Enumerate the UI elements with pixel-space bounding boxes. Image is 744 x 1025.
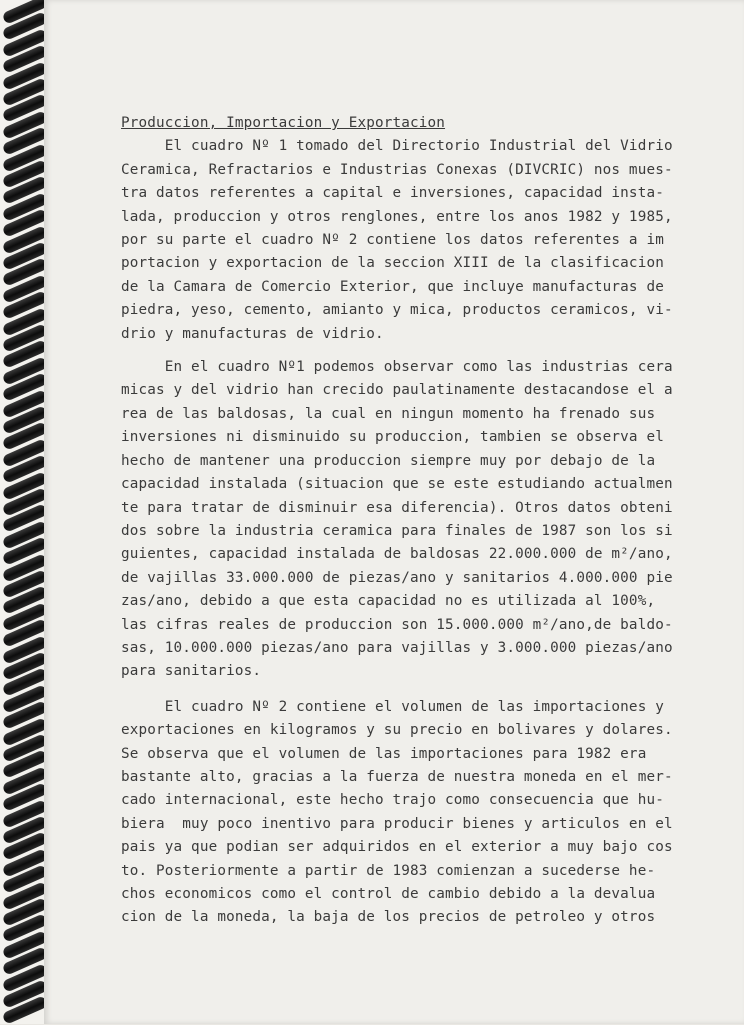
text-line: capacidad instalada (situacion que se este estudiando actualmen bbox=[121, 476, 673, 493]
text-line: rea de las baldosas, la cual en ningun momento ha frenado sus bbox=[121, 405, 656, 422]
text-line: zas/ano, debido a que esta capacidad no es utilizada al 100%, bbox=[121, 593, 656, 610]
text-line: cion de la moneda, la baja de los precios de petroleo y otros bbox=[121, 909, 656, 926]
text-line: te para tratar de disminuir esa diferencia). Otros datos obteni bbox=[121, 499, 673, 516]
text-line: sas, 10.000.000 piezas/ano para vajillas y 3.000.000 piezas/ano bbox=[121, 639, 673, 656]
text-line: to. Posteriormente a partir de 1983 comienzan a sucederse he- bbox=[121, 862, 656, 879]
text-line: inversiones ni disminuido su produccion, tambien se observa el bbox=[121, 429, 664, 446]
paragraph-2 bbox=[121, 356, 687, 684]
text-line: micas y del vidrio han crecido paulatinamente destacandose el a bbox=[121, 382, 673, 399]
text-line: pais ya que podian ser adquiridos en el exterior a muy bajo cos bbox=[121, 839, 673, 856]
text-line: tra datos referentes a capital e inversiones, capacidad insta- bbox=[121, 185, 664, 202]
text-line: exportaciones en kilogramos y su precio en bolivares y dolares. bbox=[121, 722, 673, 739]
text-line: Ceramica, Refractarios e Industrias Conexas (DIVCRIC) nos mues- bbox=[121, 161, 673, 178]
paragraph-gap bbox=[121, 346, 687, 356]
text-line: hecho de mantener una produccion siempre muy por debajo de la bbox=[121, 452, 656, 469]
text-line: bastante alto, gracias a la fuerza de nuestra moneda en el mer- bbox=[121, 768, 673, 785]
section-title: Produccion, Importacion y Exportacion bbox=[121, 115, 446, 131]
paragraph-gap bbox=[121, 684, 687, 696]
text-line: dos sobre la industria ceramica para finales de 1987 son los si bbox=[121, 522, 673, 539]
text-line: drio y manufacturas de vidrio. bbox=[121, 325, 384, 342]
text-line: lada, produccion y otros renglones, entre los anos 1982 y 1985, bbox=[121, 208, 673, 225]
text-line: biera muy poco inentivo para producir bienes y articulos en el bbox=[121, 815, 673, 832]
text-line: portacion y exportacion de la seccion XIII de la clasificacion bbox=[121, 255, 664, 272]
text-line: Se observa que el volumen de las importaciones para 1982 era bbox=[121, 745, 647, 762]
text-line: chos economicos como el control de cambio debido a la devalua bbox=[121, 886, 656, 902]
text-line: de vajillas 33.000.000 de piezas/ano y sanitarios 4.000.000 pie bbox=[121, 569, 673, 586]
document-body bbox=[121, 112, 687, 930]
text-line: En el cuadro Nº1 podemos observar como las industrias cera bbox=[121, 359, 673, 376]
text-line: guientes, capacidad instalada de baldosas 22.000.000 de m²/ano, bbox=[121, 546, 673, 563]
text-line: para sanitarios. bbox=[121, 663, 262, 680]
text-line: El cuadro Nº 1 tomado del Directorio Industrial del Vidrio bbox=[121, 138, 673, 155]
paragraph-3 bbox=[121, 696, 687, 930]
text-line: de la Camara de Comercio Exterior, que incluye manufacturas de bbox=[121, 278, 664, 295]
text-line: piedra, yeso, cemento, amianto y mica, productos ceramicos, vi- bbox=[121, 302, 673, 319]
text-line: por su parte el cuadro Nº 2 contiene los datos referentes a im bbox=[121, 232, 664, 249]
paragraph-1 bbox=[121, 135, 687, 346]
text-line: las cifras reales de produccion son 15.000.000 m²/ano,de baldo- bbox=[121, 616, 673, 633]
text-line: cado internacional, este hecho trajo como consecuencia que hu- bbox=[121, 792, 664, 809]
text-line: El cuadro Nº 2 contiene el volumen de las importaciones y bbox=[121, 698, 664, 715]
